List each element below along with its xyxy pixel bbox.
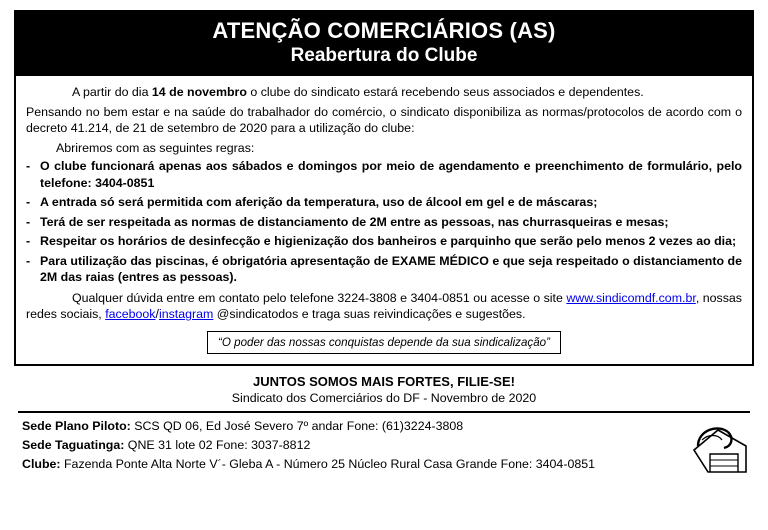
rule-text: O clube funcionará apenas aos sábados e domingos por meio de agendamento e preenchimento de formulário, pelo telefone: 3404-0851 xyxy=(40,159,742,190)
instagram-link[interactable]: instagram xyxy=(158,307,214,322)
notice-body xyxy=(16,76,752,364)
footer-label-plano-piloto: Sede Plano Piloto: xyxy=(22,419,131,433)
closing-text-1: Qualquer dúvida entre em contato pelo telefone 3224-3808 e 3404-0851 ou acesse o site xyxy=(72,290,567,305)
rule-item xyxy=(26,214,742,231)
website-link[interactable]: www.sindicomdf.com.br xyxy=(566,290,696,305)
footer xyxy=(14,413,754,474)
header-band xyxy=(16,12,752,76)
quote-box: “O poder das nossas conquistas depende da sua sindicalização” xyxy=(207,331,561,354)
closing-text-3: @sindicatodos e traga suas reivindicações e sugestões. xyxy=(213,307,526,322)
paragraph-opening xyxy=(26,84,742,101)
header-subtitle: Reabertura do Clube xyxy=(290,45,478,67)
rule-item xyxy=(26,158,742,191)
paragraph-closing xyxy=(26,290,742,323)
rule-dash: - xyxy=(26,234,31,249)
rules-intro: Abriremos com as seguintes regras: xyxy=(56,140,255,155)
header-title: ATENÇÃO COMERCIÁRIOS (AS) xyxy=(212,18,556,43)
social-separator: / xyxy=(155,307,159,322)
rule-dash: - xyxy=(26,159,31,174)
footer-value-plano-piloto: SCS QD 06, Ed José Severo 7º andar Fone: (61)3224-3808 xyxy=(130,419,464,433)
rule-text: A entrada só será permitida com aferição da temperatura, uso de álcool em gel e de máscaras; xyxy=(40,195,598,210)
footer-address-clube xyxy=(22,456,750,474)
notice-frame xyxy=(14,10,754,366)
rule-text: Respeitar os horários de desinfecção e higienização dos banheiros e parquinho que serão pelo menos 2 vezes ao dia; xyxy=(40,234,737,249)
quote-container xyxy=(26,331,742,354)
sub-slogan: Sindicato dos Comerciários do DF - Novembro de 2020 xyxy=(231,391,537,405)
closing-text-2: , nossas redes sociais, xyxy=(26,290,742,322)
paragraph-opening-date: 14 de novembro xyxy=(151,85,247,100)
rule-item xyxy=(26,194,742,211)
union-logo-icon xyxy=(688,416,752,476)
rule-item xyxy=(26,233,742,250)
footer-value-taguatinga: QNE 31 lote 02 Fone: 3037-8812 xyxy=(124,437,311,452)
footer-label-clube: Clube: xyxy=(22,456,61,471)
rule-text: Terá de ser respeitada as normas de distanciamento de 2M entre as pessoas, nas churrasqueiras e mesas; xyxy=(40,214,669,229)
facebook-link[interactable]: facebook xyxy=(105,307,156,322)
footer-label-taguatinga: Sede Taguatinga: xyxy=(22,437,125,452)
slogan: JUNTOS SOMOS MAIS FORTES, FILIE-SE! xyxy=(253,374,515,389)
rule-item xyxy=(26,253,742,286)
paragraph-protocols: Pensando no bem estar e na saúde do trabalhador do comércio, o sindicato disponibiliza as normas/protocolos de acordo com o decreto 41.214, de 21 de setembro de 2020 para a utilização do clube: xyxy=(26,104,742,136)
paragraph-opening-before: A partir do dia xyxy=(72,85,152,100)
rule-dash: - xyxy=(26,214,31,229)
footer-address-taguatinga xyxy=(22,437,750,455)
footer-address-plano-piloto xyxy=(22,418,750,436)
rule-dash: - xyxy=(26,253,31,268)
rule-text: Para utilização das piscinas, é obrigatória apresentação de EXAME MÉDICO e que seja respeitado o distanciamento de 2M das raias (entres as pessoas). xyxy=(40,253,742,285)
rule-dash: - xyxy=(26,195,31,210)
paragraph-opening-after: o clube do sindicato estará recebendo seus associados e dependentes. xyxy=(246,85,644,100)
footer-value-clube: Fazenda Ponte Alta Norte V´- Gleba A - Número 25 Núcleo Rural Casa Grande Fone: 3404-0851 xyxy=(60,456,596,471)
